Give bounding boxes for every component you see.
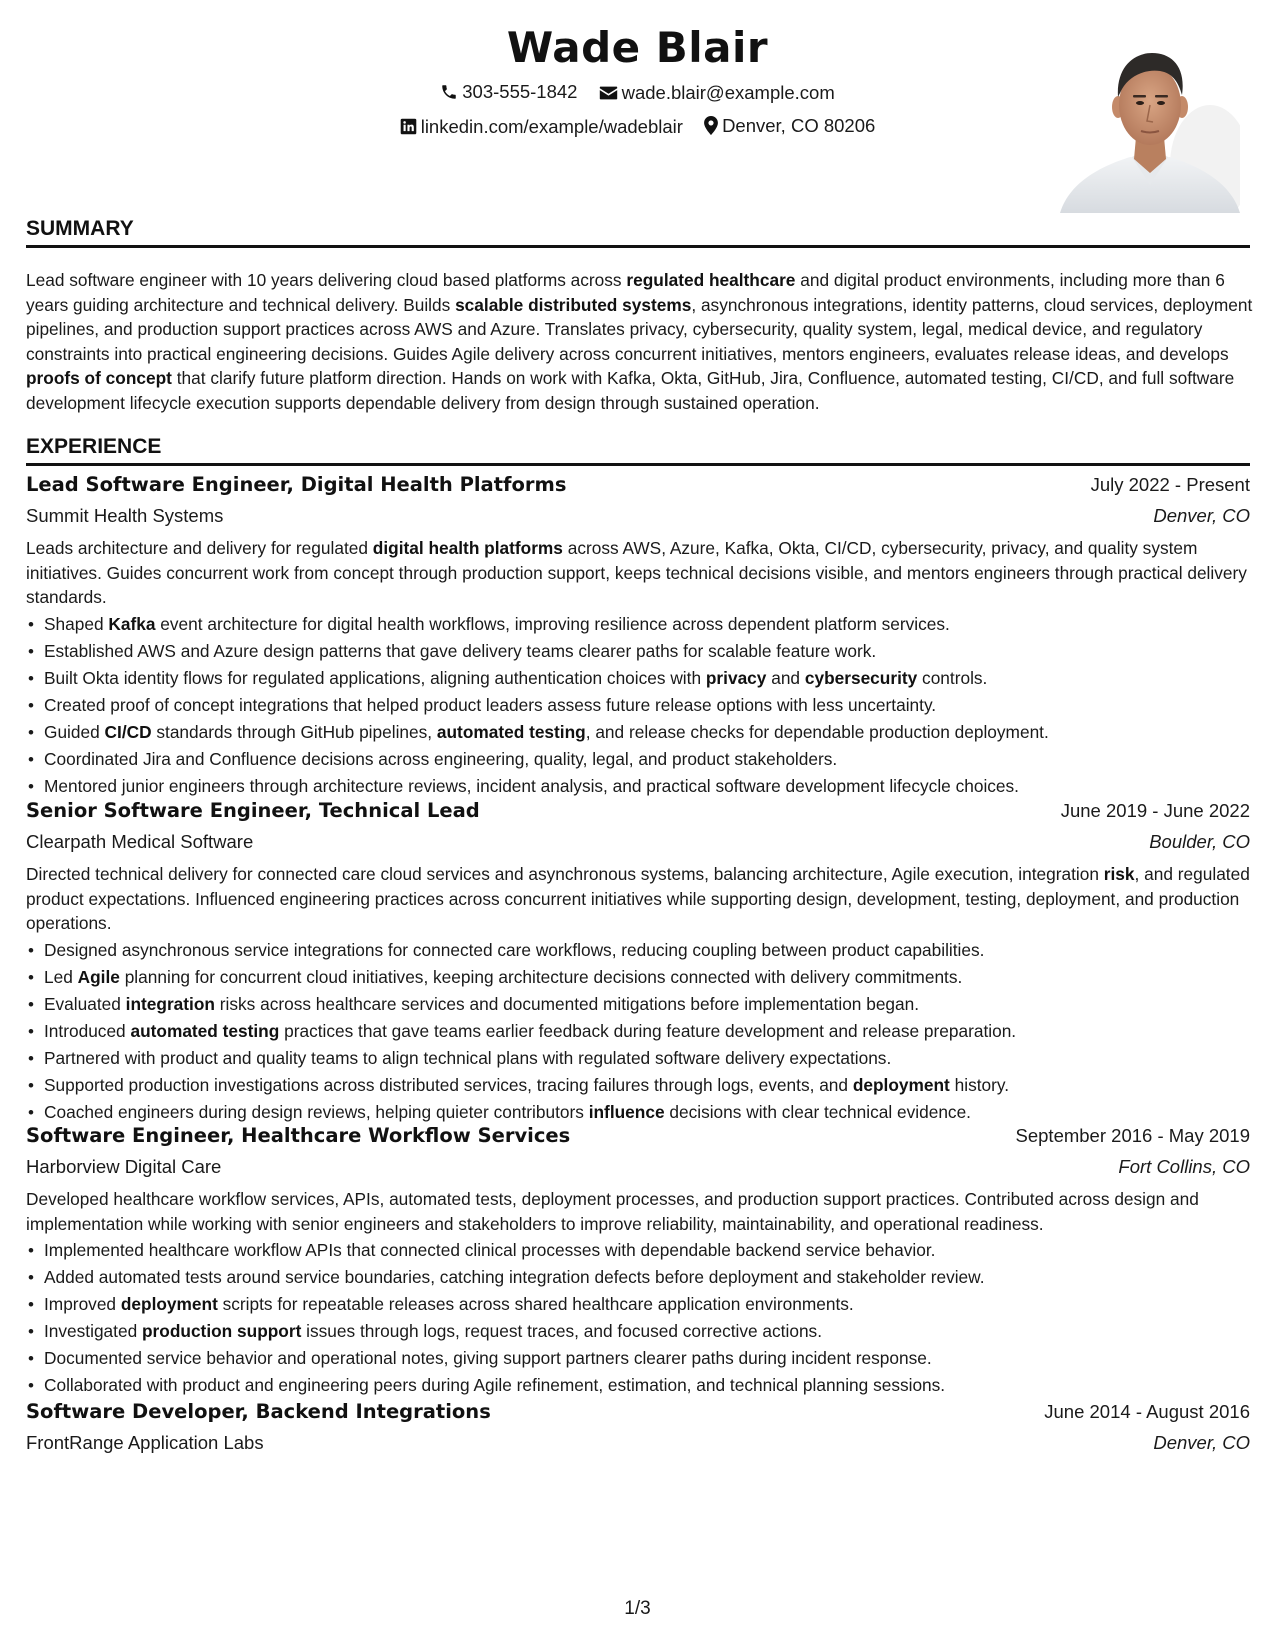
company-name: Harborview Digital Care [26, 1156, 222, 1177]
achievement-item: • Improved deployment scripts for repeatable releases across shared healthcare application environments. [26, 1291, 1250, 1318]
job-location: Denver, CO [1153, 1432, 1250, 1453]
company-name: Clearpath Medical Software [26, 831, 254, 852]
job-dates: July 2022 - Present [1090, 474, 1250, 495]
location-contact [704, 110, 875, 141]
achievement-item: • Established AWS and Azure design patterns that gave delivery teams clearer paths for scalable feature work. [26, 638, 1250, 665]
phone-icon [440, 83, 458, 101]
experience-heading: EXPERIENCE [26, 434, 1250, 466]
achievement-item: • Coached engineers during design reviews, helping quieter contributors influence decisions with clear technical evidence. [26, 1099, 1250, 1126]
achievement-item: • Coordinated Jira and Confluence decisions across engineering, quality, legal, and product stakeholders. [26, 746, 1250, 773]
summary-text: Lead software engineer with 10 years delivering cloud based platforms across regulated healthcare and digital product environments, including more than 6 years guiding architecture and technical delivery. Builds scalable distributed systems, asynchronous integrations, identity patterns, cloud services, deployment pipelines, and production support practices across AWS and Azure. Translates privacy, cybersecurity, quality system, legal, medical device, and regulatory constraints into practical engineering decisions. Guides Agile delivery across concurrent initiatives, mentors engineers, evaluates release ideas, and develops proofs of concept that clarify future platform direction. Hands on work with Kafka, Okta, GitHub, Jira, Confluence, automated testing, CI/CD, and full software development lifecycle execution supports dependable delivery from design through sustained operation. [26, 270, 1253, 413]
company-name: Summit Health Systems [26, 505, 224, 526]
bold-keyword: production support [142, 1321, 302, 1341]
achievement-list [26, 1237, 1250, 1399]
location-text: Denver, CO 80206 [722, 114, 876, 136]
job-dates: June 2014 - August 2016 [1044, 1401, 1250, 1422]
profile-photo [1060, 45, 1240, 213]
linkedin-url: linkedin.com/example/wadeblair [420, 115, 683, 137]
bold-keyword: automated testing [436, 721, 586, 742]
job-header [26, 470, 1250, 500]
bold-keyword: deployment [852, 1074, 950, 1095]
achievement-item: • Partnered with product and quality teams to align technical plans with regulated software delivery expectations. [26, 1045, 1250, 1072]
achievement-item: • Added automated tests around service boundaries, catching integration defects before deployment and stakeholder review. [26, 1264, 1250, 1291]
company-name: FrontRange Application Labs [26, 1432, 264, 1453]
bold-keyword: digital health platforms [372, 538, 563, 558]
bold-keyword: regulated healthcare [626, 270, 796, 290]
email-address: wade.blair@example.com [621, 82, 835, 103]
job-subheader [26, 502, 1250, 530]
achievement-item: • Created proof of concept integrations that helped product leaders assess future release options with less uncertainty. [26, 692, 1250, 719]
job-subheader [26, 1153, 1250, 1181]
achievement-item: • Introduced automated testing practices that gave teams earlier feedback during feature development and release preparation. [26, 1018, 1250, 1045]
job-entry [26, 470, 1250, 800]
job-location: Denver, CO [1153, 505, 1250, 526]
bold-keyword: integration [125, 993, 215, 1014]
bold-keyword: CI/CD [104, 721, 152, 742]
page-number: 1/3 [624, 1598, 651, 1619]
linkedin-icon [400, 118, 417, 135]
achievement-item: • Supported production investigations across distributed services, tracing failures through logs, events, and deployment history. [26, 1072, 1250, 1099]
bold-keyword: proofs of concept [26, 368, 172, 388]
bold-keyword: risk [1103, 864, 1135, 884]
job-entry [26, 1121, 1250, 1399]
summary-heading: SUMMARY [26, 216, 1250, 248]
phone-number: 303-555-1842 [462, 81, 578, 102]
achievement-item: • Shaped Kafka event architecture for digital health workflows, improving resilience across dependent platform services. [26, 611, 1250, 638]
achievement-item: • Guided CI/CD standards through GitHub pipelines, automated testing, and release checks for dependable production deployment. [26, 719, 1250, 746]
job-entry [26, 796, 1250, 1126]
job-title: Software Developer, Backend Integrations [26, 1400, 491, 1423]
achievement-item: • Built Okta identity flows for regulated applications, aligning authentication choices with privacy and cybersecurity controls. [26, 665, 1250, 692]
email-contact[interactable] [599, 77, 835, 108]
job-description: Developed healthcare workflow services, APIs, automated tests, deployment processes, and production support practices. Contributed across design and implementation while working with senior engineers and stakeholders to improve reliability, maintainability, and operational readiness. [26, 1189, 1199, 1234]
bold-keyword: influence [588, 1101, 665, 1122]
job-description: Directed technical delivery for connected care cloud services and asynchronous systems, balancing architecture, Agile execution, integration risk, and regulated product expectations. Influenced engineering practices across concurrent initiatives while supporting design, development, testing, deployment, and production operations. [26, 864, 1250, 933]
achievement-item: • Evaluated integration risks across healthcare services and documented mitigations before implementation began. [26, 991, 1250, 1018]
job-location: Boulder, CO [1149, 831, 1250, 852]
bold-keyword: deployment [120, 1294, 218, 1314]
job-entry [26, 1397, 1250, 1457]
envelope-icon [599, 85, 618, 101]
bold-keyword: scalable distributed systems [455, 294, 692, 315]
job-location: Fort Collins, CO [1118, 1156, 1250, 1177]
phone-contact[interactable] [440, 76, 577, 107]
bold-keyword: Kafka [108, 613, 156, 634]
bold-keyword: cybersecurity [804, 667, 918, 688]
bold-keyword: Agile [77, 966, 120, 987]
candidate-name: Wade Blair [506, 23, 769, 72]
job-description: Leads architecture and delivery for regulated digital health platforms across AWS, Azure, Kafka, Okta, CI/CD, cybersecurity, privacy, and quality system initiatives. Guides concurrent work from concept through production support, keeps technical decisions visible, and mentors engineers through practical delivery standards. [26, 538, 1247, 607]
achievement-list [26, 937, 1250, 1126]
job-title: Software Engineer, Healthcare Workflow Services [26, 1124, 571, 1147]
achievement-item: • Documented service behavior and operational notes, giving support partners clearer paths during incident response. [26, 1345, 1250, 1372]
job-dates: September 2016 - May 2019 [1015, 1125, 1250, 1146]
map-pin-icon [704, 116, 718, 135]
achievement-item: • Investigated production support issues through logs, request traces, and focused corrective actions. [26, 1318, 1250, 1345]
job-header [26, 1397, 1250, 1427]
job-header [26, 796, 1250, 826]
job-subheader [26, 828, 1250, 856]
job-dates: June 2019 - June 2022 [1060, 800, 1250, 821]
job-title: Lead Software Engineer, Digital Health Platforms [26, 473, 567, 496]
achievement-list [26, 611, 1250, 800]
achievement-item: • Designed asynchronous service integrations for connected care workflows, reducing coupling between product capabilities. [26, 937, 1250, 964]
bold-keyword: privacy [705, 667, 767, 688]
bold-keyword: automated testing [130, 1020, 280, 1041]
job-header [26, 1121, 1250, 1151]
job-subheader [26, 1429, 1250, 1457]
job-title: Senior Software Engineer, Technical Lead [26, 799, 480, 822]
achievement-item: • Mentored junior engineers through architecture reviews, incident analysis, and practical software development lifecycle choices. [26, 773, 1250, 800]
achievement-item: • Led Agile planning for concurrent cloud initiatives, keeping architecture decisions connected with delivery commitments. [26, 964, 1250, 991]
linkedin-contact[interactable] [400, 111, 683, 142]
achievement-item: • Collaborated with product and engineering peers during Agile refinement, estimation, and technical planning sessions. [26, 1372, 1250, 1399]
achievement-item: • Implemented healthcare workflow APIs that connected clinical processes with dependable backend service behavior. [26, 1237, 1250, 1264]
